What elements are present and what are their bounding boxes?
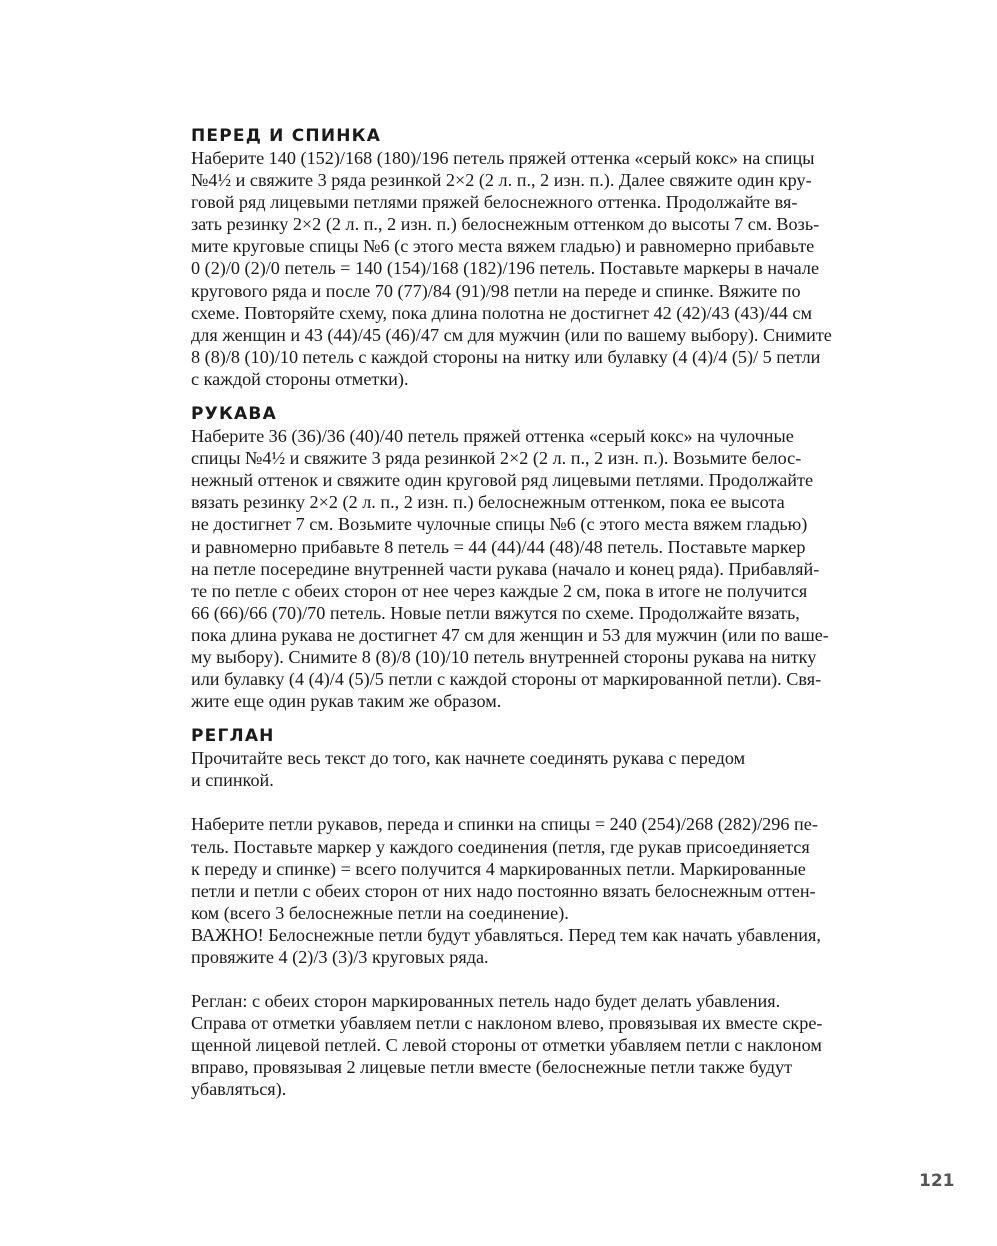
text-line: петли и петли с обеих сторон от них надо постоянно вязать белоснежным оттен- (191, 880, 816, 901)
page-content (191, 125, 891, 1101)
paragraph-raglan-intro (191, 747, 891, 791)
text-line: кругового ряда и после 70 (77)/84 (91)/98 петли на переде и спинке. Вяжите по (191, 280, 801, 301)
text-line: Реглан: с обеих сторон маркированных петель надо будет делать убавления. (191, 991, 781, 1012)
text-line: убавляться). (191, 1079, 287, 1100)
text-line: вязать резинку 2×2 (2 л. п., 2 изн. п.) белоснежным оттенком, пока ее высота (191, 492, 785, 513)
section-spacer (191, 712, 891, 725)
text-line: му выбору). Снимите 8 (8)/8 (10)/10 петель внутренней стороны рукава на нитку (191, 646, 817, 667)
text-line: Справа от отметки убавляем петли с наклоном влево, провязывая их вместе скре- (191, 1013, 823, 1034)
text-line: вправо, провязывая 2 лицевые петли вместе (белоснежные петли также будут (191, 1057, 793, 1078)
text-line: ком (всего 3 белоснежные петли на соединение). (191, 902, 569, 923)
text-line: не достигнет 7 см. Возьмите чулочные спицы №6 (с этого места вяжем гладью) (191, 514, 808, 535)
text-line: спицы №4½ и свяжите 3 ряда резинкой 2×2 (2 л. п., 2 изн. п.). Возьмите белос- (191, 448, 802, 469)
text-line: или булавку (4 (4)/4 (5)/5 петли с каждой стороны от маркированной петли). Свя- (191, 669, 822, 690)
text-line: щенной лицевой петлей. С левой стороны от отметки убавляем петли с наклоном (191, 1035, 822, 1056)
text-line: провяжите 4 (2)/3 (3)/3 круговых ряда. (191, 947, 489, 967)
paragraph-sleeves (191, 425, 891, 712)
text-line: жите еще один рукав таким же образом. (191, 691, 502, 712)
page-number: 121 (919, 1171, 955, 1191)
text-line: и равномерно прибавьте 8 петель = 44 (44)/44 (48)/48 петель. Поставьте маркер (191, 536, 806, 557)
text-line: Прочитайте весь текст до того, как начнете соединять рукава с передом (191, 748, 746, 769)
paragraph-spacer (191, 791, 891, 813)
paragraph-raglan-cast-on (191, 813, 891, 968)
text-line: нежный оттенок и свяжите один круговой ряд лицевыми петлями. Продолжайте (191, 470, 814, 491)
section-title-front-back: ПЕРЕД И СПИНКА (191, 126, 382, 146)
text-line: мите круговые спицы №6 (с этого места вяжем гладью) и равномерно прибавьте (191, 236, 815, 257)
text-line: говой ряд лицевыми петлями пряжей белоснежного оттенка. Продолжайте вя- (191, 192, 798, 213)
text-line: для женщин и 43 (44)/45 (46)/47 см для мужчин (или по вашему выбору). Снимите (191, 324, 832, 345)
text-line: на петле посередине внутренней части рукава (начало и конец ряда). Прибавляй- (191, 558, 820, 579)
text-line: и спинкой. (191, 770, 274, 791)
text-line: 8 (8)/8 (10)/10 петель с каждой стороны на нитку или булавку (4 (4)/4 (5)/ 5 петли (191, 346, 821, 367)
paragraph-raglan-decreases (191, 990, 891, 1100)
paragraph-spacer (191, 968, 891, 990)
text-line: зать резинку 2×2 (2 л. п., 2 изн. п.) белоснежным оттенком до высоты 7 см. Возь- (191, 214, 820, 235)
text-line: Наберите 140 (152)/168 (180)/196 петель пряжей оттенка «серый кокс» на спицы (191, 148, 815, 168)
text-line: те по петле с обеих сторон от нее через каждые 2 см, пока в итоге не получится (191, 580, 808, 601)
paragraph-front-back (191, 147, 891, 390)
text-line: к переду и спинке) = всего получится 4 маркированных петли. Маркированные (191, 858, 806, 879)
text-line: с каждой стороны отметки). (191, 368, 409, 389)
text-line: Наберите 36 (36)/36 (40)/40 петель пряжей оттенка «серый кокс» на чулочные (191, 426, 794, 447)
text-line: Наберите петли рукавов, переда и спинки на спицы = 240 (254)/268 (282)/296 пе- (191, 814, 818, 835)
text-line: тель. Поставьте маркер у каждого соединения (петля, где рукав присоединяется (191, 836, 810, 857)
text-line: схеме. Повторяйте схему, пока длина полотна не достигнет 42 (42)/43 (43)/44 см (191, 302, 812, 323)
text-line: ВАЖНО! Белоснежные петли будут убавляться. Перед тем как начать убавления, (191, 924, 821, 945)
text-line: 66 (66)/66 (70)/70 петель. Новые петли вяжутся по схеме. Продолжайте вязать, (191, 602, 800, 623)
section-title-sleeves: РУКАВА (191, 404, 277, 425)
section-title-raglan: РЕГЛАН (191, 726, 275, 747)
text-line: №4½ и свяжите 3 ряда резинкой 2×2 (2 л. п., 2 изн. п.). Далее свяжите один кру- (191, 170, 812, 191)
text-line: 0 (2)/0 (2)/0 петель = 140 (154)/168 (182)/196 петель. Поставьте маркеры в начале (191, 258, 820, 279)
text-line: пока длина рукава не достигнет 47 см для женщин и 53 для мужчин (или по ваше- (191, 624, 829, 645)
section-spacer (191, 390, 891, 403)
